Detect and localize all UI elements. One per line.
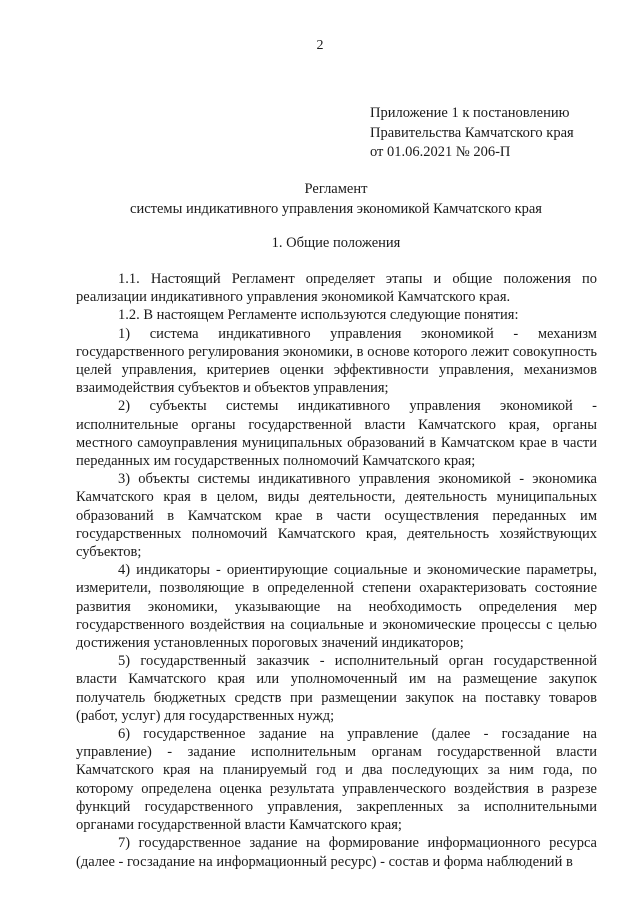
- paragraph: 7) государственное задание на формирование информационного ресурса (далее - госзадание на информационный ресурс) - состав и форма наблюдений в: [76, 835, 597, 870]
- paragraph: 3) объекты системы индикативного управления экономикой - экономика Камчатского края в целом, виды деятельности, деятельность муниципальных образований в Камчатском крае в части осуществления переданных им государственных полномочий Камчатского края, деятельность хозяйствующих субъектов;: [76, 471, 597, 561]
- title-line-1: Регламент: [304, 181, 368, 197]
- appendix-line-1: Приложение 1 к постановлению: [370, 105, 570, 121]
- paragraph: 4) индикаторы - ориентирующие социальные и экономические параметры, измерители, позволяющие в определенной степени охарактеризовать состояние развития экономики, указывающие на необходимость определения мер государственного воздействия на социальные и экономические процессы с целью достижения установленных пороговых значений индикаторов;: [76, 562, 597, 652]
- paragraph: 1.1. Настоящий Регламент определяет этапы и общие положения по реализации индикативного управления экономикой Камчатского края.: [76, 271, 597, 306]
- body-text: [76, 270, 597, 871]
- paragraph: 6) государственное задание на управление (далее - госзадание на управление) - задание исполнительным органам государственной власти Камчатского края на планируемый год и два последующих за ним года, по которому определена оценка результата управленческого воздействия в разрезе функций государственного управления, закрепленных за исполнительными органами государственной власти Камчатского края;: [76, 726, 597, 834]
- document-title: [0, 180, 640, 219]
- paragraph: 1.2. В настоящем Регламенте используются следующие понятия:: [118, 307, 519, 324]
- appendix-line-3: от 01.06.2021 № 206-П: [370, 144, 511, 160]
- appendix-line-2: Правительства Камчатского края: [370, 124, 574, 141]
- paragraph: 5) государственный заказчик - исполнительный орган государственной власти Камчатского края или уполномоченный им на размещение закупок получатель бюджетных средств при размещении закупок на поставку товаров (работ, услуг) для государственных нужд;: [76, 653, 597, 724]
- appendix-reference: [370, 104, 574, 163]
- title-line-2: системы индикативного управления экономикой Камчатского края: [130, 200, 542, 217]
- paragraph: 2) субъекты системы индикативного управления экономикой - исполнительные органы государственной власти Камчатского края, органы местного самоуправления муниципальных образований в Камчатском крае в части переданных им государственных полномочий Камчатского края;: [76, 398, 597, 470]
- paragraph: 1) система индикативного управления экономикой - механизм государственного регулирования экономики, в основе которого лежит совокупность целей управления, критериев оценки эффективности управления, механизмов взаимодействия субъектов и объектов управления;: [76, 325, 597, 397]
- page-number: 2: [316, 38, 324, 53]
- section-heading: 1. Общие положения: [271, 235, 401, 251]
